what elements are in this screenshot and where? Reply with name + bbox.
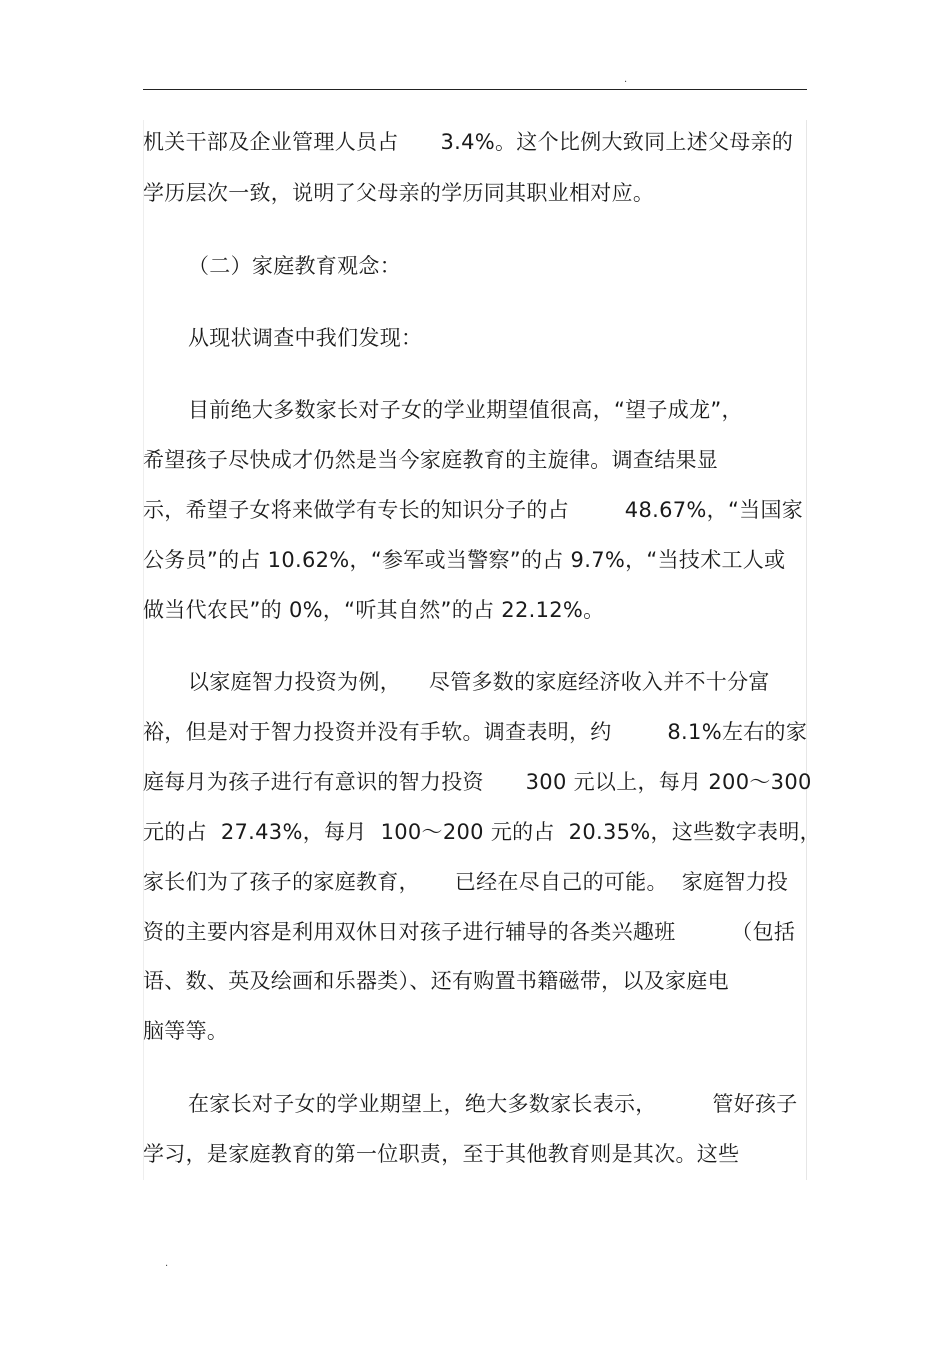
- text-line: 家长们为了孩子的家庭教育， 已经在尽自己的可能。 家庭智力投: [143, 870, 789, 894]
- footer-mark: .: [165, 1258, 169, 1269]
- text-line: 学历层次一致，说明了父母亲的学历同其职业相对应。: [143, 181, 655, 205]
- header-mark: .: [624, 74, 628, 85]
- text-line: 在家长对子女的学业期望上，绝大多数家长表示， 管好孩子: [188, 1092, 798, 1116]
- text-line: 公务员”的占 10.62%，“参军或当警察”的占 9.7%，“当技术工人或: [143, 548, 786, 572]
- text-line: 资的主要内容是利用双休日对孩子进行辅导的各类兴趣班 （包括: [143, 920, 796, 944]
- text-line: 学习，是家庭教育的第一位职责，至于其他教育则是其次。这些: [143, 1142, 740, 1166]
- text-line: 机关干部及企业管理人员占 3.4%。这个比例大致同上述父母亲的: [143, 130, 794, 154]
- text-line: 希望孩子尽快成才仍然是当今家庭教育的主旋律。调查结果显: [143, 448, 719, 472]
- text-line: 庭每月为孩子进行有意识的智力投资 300 元以上，每月 200～300: [143, 770, 812, 794]
- text-line: 语、数、英及绘画和乐器类）、还有购置书籍磁带，以及家庭电: [143, 969, 729, 993]
- text-line: 以家庭智力投资为例， 尽管多数的家庭经济收入并不十分富: [188, 670, 770, 694]
- header-rule: [143, 89, 807, 90]
- text-line: 从现状调查中我们发现：: [188, 326, 423, 350]
- text-line: 脑等等。: [143, 1019, 229, 1043]
- text-line: 裕，但是对于智力投资并没有手软。调查表明，约 8.1%左右的家: [143, 720, 808, 744]
- text-line: 目前绝大多数家长对子女的学业期望值很高，“望子成龙”，: [188, 398, 743, 422]
- section-heading: （二）家庭教育观念：: [188, 254, 401, 278]
- text-frame-right-border: [806, 120, 807, 1180]
- text-line: 元的占 27.43%，每月 100～200 元的占 20.35%，这些数字表明，: [143, 820, 821, 844]
- text-line: 做当代农民”的 0%，“听其自然”的占 22.12%。: [143, 598, 605, 622]
- text-line: 示，希望子女将来做学有专长的知识分子的占 48.67%，“当国家: [143, 498, 804, 522]
